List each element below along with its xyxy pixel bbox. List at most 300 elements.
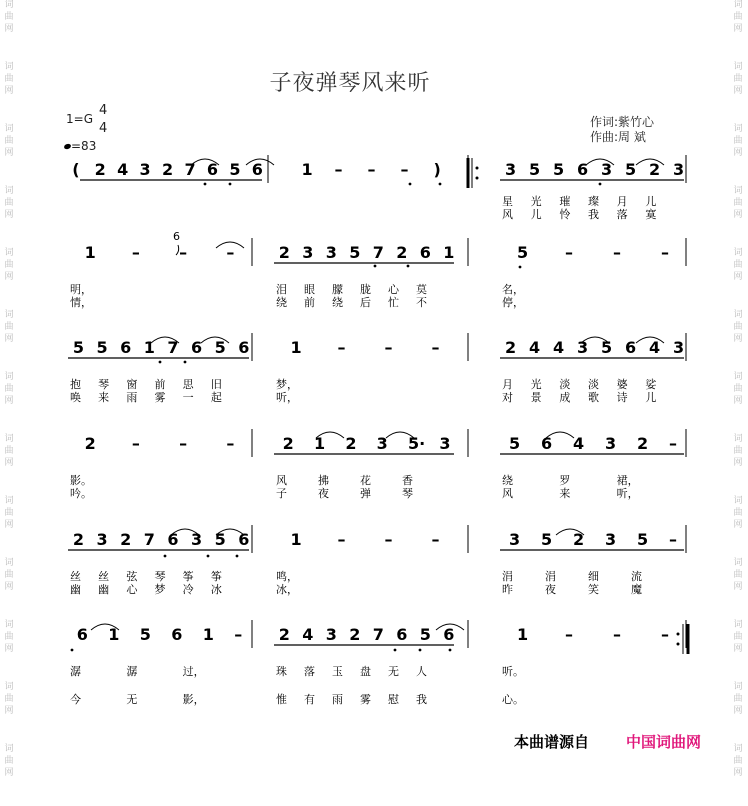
watermark-char: 网 [4, 706, 14, 716]
watermark-char: 曲 [4, 508, 14, 518]
watermark-char: 网 [4, 334, 14, 344]
note: 6 [238, 530, 250, 549]
note: 1 [202, 625, 214, 644]
lyric-verse-1: 罗 [559, 474, 571, 487]
note: 3 [577, 338, 589, 357]
note: 5 [509, 434, 521, 453]
lyric-verse-2: 昨 [502, 583, 513, 596]
octave-dot [599, 183, 602, 186]
note: 2 [396, 243, 408, 262]
lyric-verse-2: 落 [616, 208, 628, 221]
note: 3 [601, 160, 613, 179]
octave-dot [229, 183, 232, 186]
watermark-char: 曲 [4, 322, 14, 332]
note: 5 [139, 625, 151, 644]
lyric-verse-1: 筝 [182, 570, 194, 583]
grace-note: 6 [173, 230, 180, 243]
lyric-verse-1: 璨 [588, 195, 599, 208]
note: 5· [408, 434, 426, 453]
lyric-verse-2: 绕 [276, 296, 287, 309]
octave-dot [519, 266, 522, 269]
octave-dot [164, 555, 167, 558]
note: 2 [120, 530, 132, 549]
lyric-verse-2: 儿 [530, 208, 542, 221]
lyric-verse-1: 旧 [210, 378, 222, 391]
lyric-verse-2: 来 [559, 487, 571, 500]
note: 1 [84, 243, 96, 262]
lyric-verse-1: 莫 [416, 283, 427, 296]
note: – [179, 434, 188, 453]
lyric-verse-1: 丝 [70, 570, 81, 583]
watermark-char: 网 [4, 86, 14, 96]
lyric-verse-1: 过， [182, 665, 205, 678]
lyric-verse-2: 唤 [70, 391, 81, 404]
note: 5 [214, 338, 226, 357]
note: 1 [143, 338, 155, 357]
lyric-verse-1: 心 [388, 283, 399, 296]
lyric-verse-2: 停， [502, 296, 524, 309]
lyric-verse-1: 胧 [360, 283, 371, 296]
watermark-char: 词 [733, 620, 743, 630]
watermark-char: 网 [4, 768, 14, 778]
note: 5 [637, 530, 649, 549]
lyric-verse-1: 鸣， [276, 570, 298, 583]
note: 1 [290, 530, 302, 549]
lyric-verse-2: 幽 [98, 583, 110, 596]
lyric-verse-1: 绕 [502, 474, 513, 487]
song-title: 子夜弹琴风来听 [269, 71, 431, 96]
note: 6 [419, 243, 431, 262]
note: – [669, 530, 677, 549]
time-signature-bottom: 4 [99, 121, 108, 136]
note: – [226, 243, 235, 262]
note: 7 [372, 625, 384, 644]
lyric-verse-1: 窗 [126, 378, 138, 391]
lyric-verse-2: 前 [304, 296, 315, 309]
lyric-verse-2: 我 [416, 693, 427, 706]
watermark-char: 曲 [733, 260, 743, 270]
note: 3 [190, 530, 203, 549]
watermark-char: 词 [4, 682, 14, 692]
lyric-verse-1: 光 [530, 195, 542, 208]
watermark-char: 网 [733, 644, 743, 654]
lyric-verse-2: 诗 [616, 391, 628, 404]
lyric-verse-2: 夜 [545, 583, 556, 596]
note: 4 [573, 434, 585, 453]
lyric-verse-2: 成 [559, 391, 571, 404]
lyric-verse-2: 冷 [182, 583, 194, 596]
lyric-verse-2: 幽 [70, 583, 81, 596]
note: 6 [190, 338, 203, 357]
note: 1 [314, 434, 326, 453]
note: 5 [96, 338, 108, 357]
watermark-char: 网 [733, 272, 743, 282]
lyric-verse-2: 雨 [332, 693, 343, 706]
watermark-char: 词 [733, 124, 743, 134]
watermark-char: 网 [733, 520, 743, 530]
note: – [613, 625, 621, 644]
note: – [234, 625, 243, 644]
lyric-verse-2: 雾 [154, 391, 166, 404]
note: 5 [601, 338, 613, 357]
watermark-char: 网 [4, 148, 14, 158]
note: 6 [251, 160, 263, 179]
lyric-verse-1: 名， [502, 283, 524, 296]
watermark-char: 网 [733, 396, 743, 406]
lyric-verse-1: 珠 [276, 665, 287, 678]
note: 2 [349, 625, 361, 644]
note: 2 [94, 160, 106, 179]
octave-dot [184, 361, 187, 364]
lyric-verse-1: 琴 [98, 378, 110, 391]
source-label: 本曲谱源自 [514, 733, 590, 751]
watermark-char: 网 [4, 582, 14, 592]
note: – [337, 338, 346, 357]
lyric-verse-2: 后 [360, 296, 371, 309]
note: – [431, 338, 440, 357]
note: – [565, 243, 573, 262]
note: 5 [529, 160, 541, 179]
note: 1 [290, 338, 302, 357]
key-signature: 1=G [66, 112, 93, 126]
note: 5 [229, 160, 241, 179]
watermark-char: 曲 [733, 136, 743, 146]
note: 6 [577, 160, 589, 179]
watermark-char: 曲 [733, 198, 743, 208]
note: 6 [171, 625, 183, 644]
lyric-verse-2: 惟 [276, 693, 287, 706]
lyric-verse-1: 裙， [616, 474, 639, 487]
watermark-char: 曲 [733, 570, 743, 580]
lyric-verse-2: 雾 [360, 693, 371, 706]
watermark-char: 词 [733, 434, 743, 444]
note: – [226, 434, 235, 453]
watermark-char: 曲 [4, 198, 14, 208]
lyric-verse-2: 忙 [388, 296, 399, 309]
watermark-char: 网 [4, 396, 14, 406]
note: 3 [509, 530, 521, 549]
note: – [131, 243, 140, 262]
note: 5 [72, 338, 84, 357]
note: – [661, 243, 669, 262]
lyric-verse-2: 儿 [645, 391, 657, 404]
watermark-char: 词 [4, 62, 14, 72]
lyric-verse-2: 慰 [388, 693, 399, 706]
watermark-char: 词 [733, 248, 743, 258]
watermark-char: 网 [733, 24, 743, 34]
note: 2 [505, 338, 517, 357]
note: – [384, 530, 393, 549]
note: 4 [553, 338, 565, 357]
lyric-verse-2: 冰， [276, 583, 298, 596]
note: 7 [143, 530, 155, 549]
lyric-verse-2: 对 [502, 391, 513, 404]
note: 2 [637, 434, 649, 453]
lyric-verse-1: 月 [616, 195, 628, 208]
lyric-verse-2: 心。 [502, 693, 524, 706]
octave-dot [419, 649, 422, 652]
watermark-char: 曲 [4, 694, 14, 704]
octave-dot [394, 649, 397, 652]
watermark-char: 词 [733, 0, 743, 10]
watermark-char: 网 [733, 706, 743, 716]
note: 2 [278, 243, 290, 262]
watermark-char: 曲 [4, 632, 14, 642]
time-signature-top: 4 [99, 103, 108, 118]
octave-dot [236, 555, 239, 558]
note: 6 [396, 625, 408, 644]
note: 3 [325, 243, 337, 262]
lyric-verse-2: 绕 [332, 296, 343, 309]
watermark-char: 网 [4, 272, 14, 282]
note: 5 [553, 160, 565, 179]
watermark-char: 网 [4, 644, 14, 654]
repeat-dot [677, 633, 680, 636]
lyric-verse-1: 光 [530, 378, 542, 391]
octave-dot [449, 649, 452, 652]
lyric-verse-1: 前 [154, 378, 166, 391]
note: 6 [541, 434, 553, 453]
watermark-char: 曲 [4, 12, 14, 22]
lyric-verse-2: 情， [70, 296, 92, 309]
repeat-dot [677, 643, 680, 646]
lyric-verse-1: 娑 [645, 378, 657, 391]
lyric-verse-2: 景 [530, 391, 542, 404]
note: – [613, 243, 621, 262]
watermark-char: 词 [4, 0, 14, 10]
watermark-char: 网 [733, 768, 743, 778]
lyric-verse-2: 心 [126, 583, 138, 596]
site-name: 中国词曲网 [626, 733, 702, 751]
lyric-verse-1: 流 [631, 570, 642, 583]
note: – [131, 434, 140, 453]
lyric-verse-1: 香 [402, 474, 413, 487]
note: 3 [505, 160, 517, 179]
lyric-verse-1: 盘 [360, 665, 371, 678]
lyric-verse-2: 夜 [318, 487, 329, 500]
watermark-char: 词 [733, 372, 743, 382]
watermark-char: 网 [4, 24, 14, 34]
watermark-char: 词 [733, 62, 743, 72]
note: 6 [76, 625, 88, 644]
lyric-verse-1: 弦 [126, 570, 138, 583]
watermark-char: 曲 [4, 446, 14, 456]
watermark-char: 词 [733, 558, 743, 568]
repeat-dot [476, 177, 479, 180]
lyric-verse-1: 淡 [559, 378, 571, 391]
note: 5 [625, 160, 637, 179]
note: – [661, 625, 669, 644]
watermark-char: 网 [733, 148, 743, 158]
tempo-marking: =83 [64, 139, 96, 153]
note: 3 [302, 243, 314, 262]
watermark-char: 网 [4, 458, 14, 468]
octave-dot [407, 265, 410, 268]
watermark-char: 词 [4, 434, 14, 444]
note: 3 [96, 530, 108, 549]
lyric-verse-2: 听， [276, 391, 298, 404]
watermark-char: 曲 [4, 384, 14, 394]
octave-dot [71, 649, 74, 652]
watermark-char: 曲 [733, 384, 743, 394]
note: 1 [108, 625, 120, 644]
watermark-char: 词 [4, 744, 14, 754]
note: – [367, 160, 376, 179]
watermark-char: 词 [4, 496, 14, 506]
note: 5 [419, 625, 431, 644]
lyric-verse-2: 怜 [559, 208, 571, 221]
lyric-verse-1: 梦， [276, 378, 298, 391]
lyric-verse-2: 吟。 [70, 487, 92, 500]
note: 1 [517, 625, 529, 644]
lyric-verse-1: 眼 [304, 283, 315, 296]
note: 3 [325, 625, 337, 644]
lyric-verse-2: 风 [502, 208, 513, 221]
note: 2 [72, 530, 84, 549]
lyric-verse-1: 儿 [645, 195, 657, 208]
watermark-char: 曲 [733, 74, 743, 84]
lyric-verse-1: 琴 [154, 570, 166, 583]
watermark-char: 曲 [733, 12, 743, 22]
lyric-verse-1: 人 [416, 665, 427, 678]
note: 4 [117, 160, 129, 179]
note: – [565, 625, 573, 644]
lyric-verse-1: 玉 [332, 665, 343, 678]
lyric-verse-2: 弹 [360, 487, 371, 500]
watermark-char: 词 [733, 310, 743, 320]
note: 1 [443, 243, 455, 262]
watermark-char: 词 [4, 620, 14, 630]
lyric-verse-2: 子 [276, 487, 287, 500]
note: 4 [302, 625, 314, 644]
note: 2 [649, 160, 661, 179]
lyric-verse-2: 梦 [154, 583, 166, 596]
lyricist: 作词:紫竹心 [590, 115, 655, 129]
watermark-char: 网 [733, 86, 743, 96]
watermark-char: 网 [733, 210, 743, 220]
lyric-verse-1: 思 [182, 378, 194, 391]
lyric-verse-2: 寞 [645, 208, 657, 221]
watermark-char: 词 [4, 372, 14, 382]
watermark-char: 曲 [733, 446, 743, 456]
note: – [400, 160, 409, 179]
note: – [179, 243, 188, 262]
lyric-verse-1: 抱 [70, 378, 81, 391]
watermark-char: 词 [733, 496, 743, 506]
lyric-verse-1: 涓 [502, 570, 513, 583]
lyric-verse-2: 雨 [126, 391, 138, 404]
note: 3 [605, 530, 617, 549]
watermark-char: 曲 [4, 756, 14, 766]
octave-dot [204, 183, 207, 186]
note: – [337, 530, 346, 549]
lyric-verse-2: 一 [182, 391, 194, 404]
note: ) [433, 160, 441, 179]
note: 5 [214, 530, 226, 549]
lyric-verse-2: 起 [210, 391, 222, 404]
watermark-char: 词 [4, 186, 14, 196]
watermark-char: 曲 [4, 74, 14, 84]
lyric-verse-2: 不 [416, 296, 427, 309]
lyric-verse-1: 影。 [70, 474, 92, 487]
note: – [384, 338, 393, 357]
note: 2 [278, 625, 290, 644]
watermark-char: 网 [733, 458, 743, 468]
lyric-verse-1: 朦 [332, 283, 343, 296]
note: 5 [541, 530, 553, 549]
lyric-verse-2: 有 [304, 693, 315, 706]
note: ( [72, 160, 80, 179]
watermark-char: 曲 [733, 508, 743, 518]
watermark-char: 网 [4, 210, 14, 220]
note: 4 [529, 338, 541, 357]
note: 3 [376, 434, 388, 453]
note: – [334, 160, 343, 179]
watermark-char: 曲 [733, 756, 743, 766]
note: 2 [162, 160, 174, 179]
lyric-verse-2: 今 [70, 693, 81, 706]
note: 5 [349, 243, 361, 262]
note: 6 [120, 338, 132, 357]
octave-dot [207, 555, 210, 558]
lyric-verse-2: 歌 [588, 391, 599, 404]
lyric-verse-2: 听， [616, 487, 639, 500]
note: 7 [167, 338, 179, 357]
note: – [669, 434, 677, 453]
note: 2 [573, 530, 585, 549]
lyric-verse-1: 听。 [502, 665, 524, 678]
note: 3 [139, 160, 151, 179]
watermark-char: 网 [733, 334, 743, 344]
lyric-verse-2: 魔 [631, 583, 642, 596]
lyric-verse-1: 潺 [126, 665, 138, 678]
lyric-verse-1: 明， [70, 283, 92, 296]
note: 6 [206, 160, 219, 179]
watermark-char: 曲 [4, 136, 14, 146]
octave-dot [409, 183, 412, 186]
watermark-char: 词 [4, 248, 14, 258]
lyric-verse-2: 笑 [588, 583, 599, 596]
note: – [431, 530, 440, 549]
lyric-verse-1: 月 [502, 378, 513, 391]
composer: 作曲:周 斌 [590, 130, 646, 144]
note: 1 [301, 160, 313, 179]
note: 6 [625, 338, 637, 357]
lyric-verse-1: 璀 [559, 195, 571, 208]
lyric-verse-1: 泪 [276, 283, 287, 296]
note: 6 [167, 530, 179, 549]
watermark-char: 词 [733, 186, 743, 196]
watermark-char: 曲 [4, 570, 14, 580]
note: 5 [517, 243, 529, 262]
note: 3 [673, 160, 685, 179]
octave-dot [374, 265, 377, 268]
lyric-verse-2: 我 [588, 208, 599, 221]
note: 6 [238, 338, 250, 357]
note: 2 [345, 434, 357, 453]
lyric-verse-1: 潺 [70, 665, 81, 678]
note: 3 [439, 434, 451, 453]
octave-dot [159, 361, 162, 364]
note: 7 [184, 160, 196, 179]
lyric-verse-2: 影， [182, 693, 205, 706]
lyric-verse-2: 琴 [402, 487, 413, 500]
watermark-char: 曲 [733, 632, 743, 642]
lyric-verse-1: 星 [502, 195, 513, 208]
note: 3 [605, 434, 617, 453]
note: 3 [673, 338, 685, 357]
watermark-char: 词 [733, 744, 743, 754]
